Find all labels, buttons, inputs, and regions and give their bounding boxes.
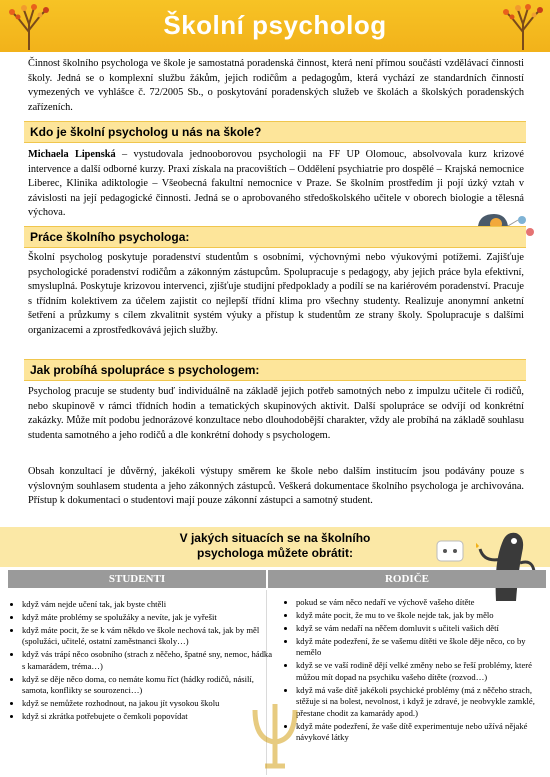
section-header-work — [24, 226, 526, 248]
students-list — [8, 599, 272, 724]
parents-list — [282, 597, 546, 745]
psychologist-bio — [28, 148, 524, 221]
list-item: • když máte pocit, že mu to ve škole nejde tak, jak by mělo — [296, 610, 546, 622]
character-illustration — [476, 513, 538, 603]
parents-column-header: RODIČE — [268, 570, 546, 588]
situations-heading — [110, 531, 440, 561]
section-heading: Jak probíhá spolupráce s psychologem: — [30, 363, 260, 377]
list-item: • když vám nejde učení tak, jak byste chtěli — [22, 599, 272, 611]
list-item: • když se ve vaší rodině dějí velké změny nebo se řeší problémy, které můžou mít dopad na psychiku vašeho dítěte (rozvod…) — [296, 660, 546, 683]
list-item: • když se děje něco doma, co nemáte komu říct (hádky rodičů, násilí, samota, konflikty se sourozenci…) — [22, 674, 272, 697]
cooperation-paragraph-1: Psycholog pracuje se studenty buď individuálně na základě jejich potřeb samotných nebo z impulzu učitele či rodičů, nebo skupinově v rámci třídních hodin a tematických skupinových aktivit. Další spolupráce se odvíjí od konkrétní zakázky. Může mít podobu jednorázové konzultace nebo dlouhodobější charakter, vždy ale probíhá na základě souhlasu studenta samotného a jeho rodičů a dle konkrétní dohody s psychologem. — [28, 386, 524, 441]
list-item: • když máte podezření, že vaše dítě experimentuje nebo užívá nějaké návykové látky — [296, 721, 546, 744]
situations-heading-line: V jakých situacích se na školního — [179, 531, 371, 545]
list-item: • když máte podezření, že se vašemu dítěti ve škole děje něco, co by nemělo — [296, 636, 546, 659]
section-heading: Kdo je školní psycholog u nás na škole? — [30, 125, 262, 139]
situations-heading-line: psychologa můžete obrátit: — [196, 546, 354, 560]
psychologist-name: Michaela Lipenská — [28, 149, 116, 160]
list-item: • když máte pocit, že se k vám někdo ve škole nechová tak, jak by měl (spolužáci, učitelé, ostatní zaměstnanci školy…) — [22, 625, 272, 648]
cooperation-paragraph-2: Obsah konzultací je důvěrný, jakékoli výstupy směrem ke škole nebo dalším institucím jsou podávány pouze s výslovným souhlasem studenta a jeho zákonných zástupců. Veškerá dokumentace školního psychologa je archivována. Přístup k dokumentaci o studentovi mají pouze zákonní zástupci a samotný student. — [28, 466, 524, 507]
section-heading: Práce školního psychologa: — [30, 230, 190, 244]
section-header-who — [24, 121, 526, 143]
bio-text: – vystudovala jednooborovou psychologii na FF UP Olomouc, absolvovala kurz krizové intervence a další odborné kurzy. Praxi získala na pracovištích – Oddělení psychiatrie pro dospělé – Krajská nemocnice Liberec, Klinika adiktologie – Všeobecná fakultní nemocnice v Praze. Se školním prostředím ji pojí úzký vztah v závislosti na její pedagogické činnosti. Jedná se o aprobovaného středoškolského učitele v oborech biologie a tělesná výchova. — [28, 149, 524, 219]
list-item: • když se vám nedaří na něčem domluvit s učiteli vašich dětí — [296, 623, 546, 635]
list-item: • když vás trápí něco osobního (strach z něčeho, špatné sny, nemoc, hádka s kamarádem, tréma…) — [22, 649, 272, 672]
work-paragraph: Školní psycholog poskytuje poradenství studentům s osobními, výchovnými nebo výukovými potížemi. Zajišťuje psychologické poradenství rodičům a zákonným zástupcům. Spolupracuje s pedagogy, aby jejich práce byla efektivní, smysluplná. Poskytuje krizovou intervenci, zjišťuje studijní předpoklady a podílí se na kariérovém poradenství. Pracuje s třídním kolektivem za účelem zajistit co nejlepší třídní klima pro všechny studenty. Realizuje anonymní anketní šetření a průzkumy s cílem zkvalitnit systém výuky a přístup k studentům ze strany školy. Spolupracuje s dalšími organizacemi a zprostředkovává jejich služby. — [28, 252, 524, 336]
list-item: • když si zkrátka potřebujete o čemkoli popovídat — [22, 711, 272, 723]
tree-icon — [500, 2, 546, 52]
list-item: • pokud se vám něco nedaří ve výchově vašeho dítěte — [296, 597, 546, 609]
students-column-header: STUDENTI — [8, 570, 266, 588]
power-outlet-icon — [436, 540, 464, 562]
list-item: • když máte problémy se spolužáky a nevíte, jak je vyřešit — [22, 612, 272, 624]
psi-symbol-icon — [245, 700, 305, 770]
intro-paragraph: Činnost školního psychologa ve škole je samostatná poradenská činnost, která není přímou součástí vzdělávací činnosti školy. Jedná se o komplexní službu žákům, jejich rodičům a pedagogům, která vychází ze standardních činností vymezených ve vyhlášce č. 72/2005 Sb., o poskytování poradenských služeb ve školách a školských poradenských zařízeních. — [28, 58, 524, 113]
section-header-cooperation — [24, 359, 526, 381]
list-item: • když má vaše dítě jakékoli psychické problémy (má z něčeho strach, stěžuje si na bolest, nevolnost, i když je zdravé, je neobvykle zamklé, přestane chodit za kamarády apod.) — [296, 685, 546, 720]
list-item: • když se nemůžete rozhodnout, na jakou jít vysokou školu — [22, 698, 272, 710]
page-title: Školní psycholog — [163, 10, 387, 40]
